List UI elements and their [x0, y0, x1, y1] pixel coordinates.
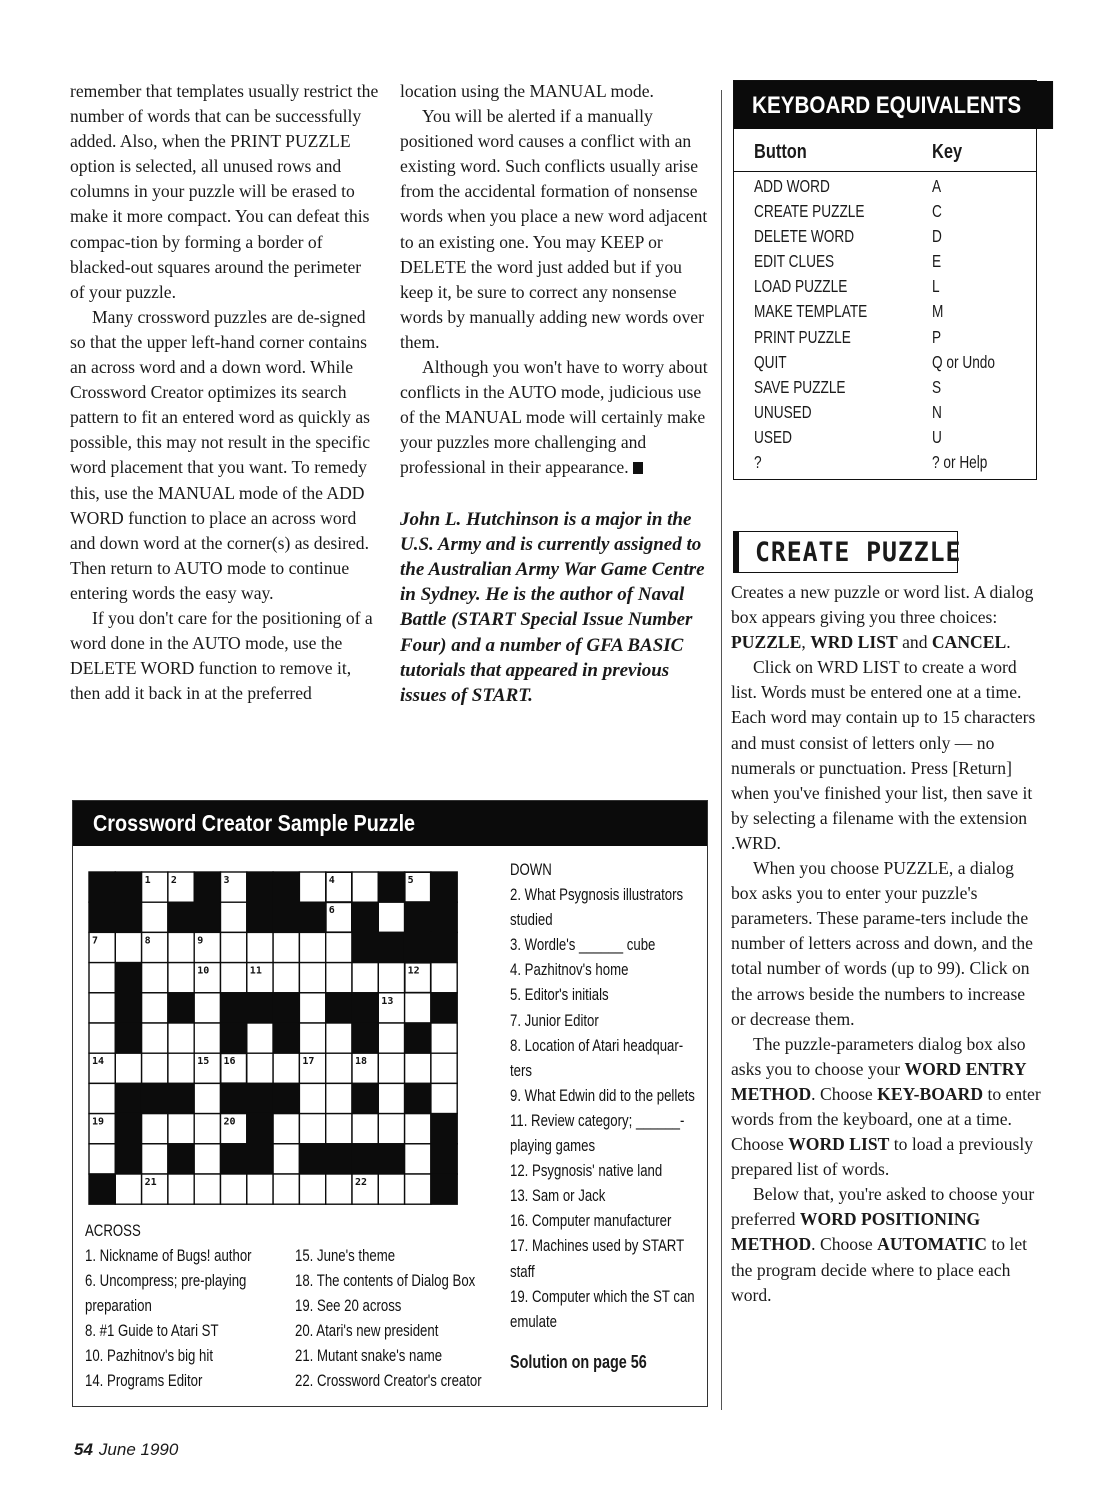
bold-text: WORD LIST: [788, 1134, 890, 1155]
text: ,: [801, 632, 811, 653]
down-clue: 16. Computer manufacturer: [510, 1212, 672, 1231]
grid-cell-white: [299, 993, 325, 1023]
grid-cell-black: [431, 1174, 457, 1204]
grid-cell-white: [299, 932, 325, 962]
across-clue: 19. See 20 across: [295, 1297, 402, 1316]
grid-cell-white: [326, 963, 352, 993]
text: .: [1006, 632, 1011, 653]
keyboard-table-row: [734, 375, 1036, 400]
bold-text: KEY-BOARD: [877, 1083, 984, 1104]
grid-cell-black: [115, 872, 141, 902]
grid-cell-white: [221, 963, 247, 993]
grid-cell-black: [194, 902, 220, 932]
across-clue: 6. Uncompress; pre-playing: [85, 1272, 247, 1291]
paragraph: Many crossword puzzles are de-signed so that the upper left-hand corner contains an across word and a down word. While Crossword Creator optimizes its search pattern to fit an entered word as quickly as possible, this may not result in the specific word placement that you want. To remedy this, use the MANUAL mode of the ADD WORD function to place an across word and down word at the corner(s) as desired. Then return to AUTO mode to continue entering words the easy way.: [70, 306, 371, 603]
keyboard-equivalents-title: KEYBOARD EQUIVALENTS: [734, 81, 1053, 129]
bold-text: CANCEL: [931, 632, 1007, 653]
grid-cell-black: [326, 993, 352, 1023]
grid-cell-black: [247, 1144, 273, 1174]
grid-cell-white: [378, 902, 404, 932]
down-clue: 2. What Psygnosis illustrators: [510, 886, 684, 905]
grid-number: 12: [407, 965, 420, 977]
grid-cell-black: [247, 993, 273, 1023]
grid-number: 19: [92, 1116, 105, 1128]
grid-cell-white: [247, 1023, 273, 1053]
paragraph: When you choose PUZZLE, a dialog box asks you to enter your puzzle's parameters. These parame-ters include the number of letters across and down, and the total number of words (up to 99). Click on the arrows beside the numbers to increase or decrease them.: [731, 858, 1033, 1029]
key-name: S: [932, 376, 942, 397]
key-name: D: [932, 226, 942, 247]
button-name: QUIT: [754, 351, 787, 372]
down-clue: playing games: [510, 1137, 596, 1156]
key-name: C: [932, 201, 942, 222]
grid-cell-black: [247, 872, 273, 902]
button-name: ?: [754, 452, 762, 473]
grid-cell-white: [142, 993, 168, 1023]
grid-cell-black: [89, 1174, 115, 1204]
grid-cell-white: [247, 1174, 273, 1204]
down-clue: staff: [510, 1262, 535, 1281]
grid-cell-white: [89, 993, 115, 1023]
down-clue: 3. Wordle's ______ cube: [510, 936, 656, 955]
end-mark-icon: [633, 462, 643, 474]
grid-cell-black: [273, 872, 299, 902]
text: The puzzle-parameters dialog box also asks you to choose your: [731, 1033, 1026, 1079]
column-header-button: Button: [754, 141, 807, 163]
button-name: PRINT PUZZLE: [754, 326, 851, 347]
grid-number: 10: [197, 965, 210, 977]
grid-number: 15: [197, 1056, 210, 1068]
grid-cell-white: [405, 993, 431, 1023]
grid-cell-black: [405, 902, 431, 932]
down-clue: 12. Psygnosis' native land: [510, 1162, 663, 1181]
grid-cell-white: [273, 1053, 299, 1083]
key-name: N: [932, 401, 942, 422]
grid-number: 2: [170, 875, 177, 886]
keyboard-table-header: [734, 133, 1036, 172]
down-clue: 4. Pazhitnov's home: [510, 961, 629, 980]
key-name: M: [932, 301, 944, 322]
grid-number: 4: [328, 875, 335, 886]
grid-cell-black: [405, 1083, 431, 1113]
issue-date: June 1990: [98, 1440, 179, 1459]
grid-cell-black: [405, 1023, 431, 1053]
grid-cell-black: [168, 1083, 194, 1113]
button-name: CREATE PUZZLE: [754, 201, 865, 222]
button-name: ADD WORD: [754, 176, 830, 196]
grid-number: 6: [328, 905, 335, 917]
grid-cell-white: [431, 1053, 457, 1083]
grid-cell-black: [431, 872, 457, 902]
button-name: DELETE WORD: [754, 226, 855, 247]
grid-cell-white: [194, 1174, 220, 1204]
button-name: MAKE TEMPLATE: [754, 301, 868, 322]
down-clue: DOWN: [510, 861, 552, 879]
sample-puzzle-title: [73, 801, 707, 846]
grid-number: 21: [144, 1177, 157, 1188]
grid-cell-white: [378, 1114, 404, 1144]
grid-cell-white: [115, 1053, 141, 1083]
bold-text: WRD LIST: [810, 632, 898, 653]
across-clue: 1. Nickname of Bugs! author: [85, 1247, 252, 1265]
grid-cell-black: [115, 993, 141, 1023]
grid-cell-white: [194, 1023, 220, 1053]
grid-cell-black: [273, 1083, 299, 1113]
keyboard-table-row: [734, 249, 1036, 274]
bold-text: WORD ENTRY METHOD: [731, 1058, 1026, 1104]
grid-cell-black: [273, 902, 299, 932]
grid-cell-black: [273, 993, 299, 1023]
keyboard-table-row: [734, 350, 1036, 375]
down-clue: 13. Sam or Jack: [510, 1187, 606, 1206]
down-clue: 17. Machines used by START: [510, 1237, 685, 1256]
grid-cell-white: [168, 963, 194, 993]
across-clue: 20. Atari's new president: [295, 1322, 439, 1341]
grid-cell-white: [378, 1053, 404, 1083]
grid-cell-white: [168, 1114, 194, 1144]
grid-cell-white: [194, 1083, 220, 1113]
grid-cell-black: [352, 1083, 378, 1113]
paragraph: [731, 580, 1041, 655]
keyboard-table-row: [734, 174, 1036, 199]
grid-cell-white: [326, 1083, 352, 1113]
grid-cell-black: [115, 1023, 141, 1053]
bold-text: PUZZLE: [731, 632, 802, 653]
grid-number: 14: [92, 1056, 105, 1068]
across-clue: 15. June's theme: [295, 1247, 396, 1265]
key-name: L: [932, 276, 940, 297]
grid-cell-white: [273, 1174, 299, 1204]
down-clue: ters: [510, 1061, 533, 1080]
grid-cell-white: [273, 1144, 299, 1174]
grid-number: 11: [249, 965, 262, 977]
keyboard-table-row: [734, 224, 1036, 249]
text: . Choose: [811, 1234, 878, 1255]
button-name: USED: [754, 426, 792, 447]
grid-cell-black: [115, 1083, 141, 1113]
keyboard-table-row: [734, 325, 1036, 350]
text: . Choose: [811, 1083, 878, 1104]
grid-number: 13: [381, 995, 394, 1007]
grid-cell-white: [299, 1023, 325, 1053]
down-clue: 5. Editor's initials: [510, 986, 609, 1005]
grid-cell-white: [405, 1053, 431, 1083]
across-clue: preparation: [85, 1297, 152, 1316]
grid-cell-white: [168, 1023, 194, 1053]
grid-cell-black: [378, 932, 404, 962]
page-folio: [74, 1440, 178, 1460]
grid-cell-black: [431, 1114, 457, 1144]
key-name: ? or Help: [932, 452, 988, 473]
key-name: P: [932, 326, 942, 347]
column-header-key: Key: [932, 141, 963, 163]
keyboard-table-row: [734, 199, 1036, 224]
grid-number: 5: [407, 875, 414, 886]
grid-number: 7: [92, 935, 99, 947]
across-heading-text: ACROSS: [85, 1222, 141, 1240]
grid-cell-black: [352, 1023, 378, 1053]
article-column-2: [400, 79, 712, 708]
paragraph: Click on WRD LIST to create a word list. Words must be entered one at a time. Each word may contain up to 15 characters and must consist of letters only — no numerals or punctuation. Press [Return] when you've finished your list, then save it by selecting a filename with the extension .WRD.: [731, 657, 1036, 853]
grid-cell-black: [115, 1114, 141, 1144]
paragraph: You will be alerted if a manually positioned word causes a conflict with an existing word. Such conflicts usually arise from the accidental formation of nonsense words when you place a new word adjacent to an existing one. You may KEEP or DELETE the word just added but if you keep it, be sure to correct any nonsense words by manually adding new words over them.: [400, 106, 708, 352]
grid-cell-black: [115, 902, 141, 932]
across-clue: 22. Crossword Creator's creator: [295, 1372, 482, 1391]
key-name: E: [932, 251, 942, 272]
grid-cell-black: [247, 1114, 273, 1144]
section-heading: CREATE PUZZLE: [755, 537, 962, 568]
grid-cell-white: [299, 963, 325, 993]
article-column-1: [70, 79, 380, 706]
down-clue: 9. What Edwin did to the pellets: [510, 1086, 695, 1105]
grid-cell-black: [273, 1023, 299, 1053]
grid-cell-white: [299, 1174, 325, 1204]
grid-cell-black: [194, 872, 220, 902]
grid-cell-black: [352, 1144, 378, 1174]
text: Below that, you're asked to choose your preferred: [731, 1184, 1035, 1230]
grid-cell-white: [273, 932, 299, 962]
grid-cell-black: [431, 993, 457, 1023]
grid-cell-white: [352, 963, 378, 993]
grid-cell-white: [89, 1083, 115, 1113]
grid-cell-black: [115, 1144, 141, 1174]
grid-cell-white: [89, 963, 115, 993]
key-name: U: [932, 426, 942, 447]
grid-cell-black: [378, 1144, 404, 1174]
across-clue: 18. The contents of Dialog Box: [295, 1272, 476, 1291]
grid-cell-black: [405, 932, 431, 962]
grid-cell-white: [168, 932, 194, 962]
paragraph: [400, 355, 712, 480]
grid-number: 17: [302, 1056, 315, 1068]
grid-cell-white: [142, 902, 168, 932]
keyboard-table-body: [734, 174, 1036, 475]
grid-cell-black: [142, 1083, 168, 1113]
across-clue: 10. Pazhitnov's big hit: [85, 1347, 213, 1366]
author-bio: John L. Hutchinson is a major in the U.S. Army and is currently assigned to the Australian Army War Game Centre in Sydney. He is the author of Naval Battle (START Special Issue Number Four) and a number of GFA BASIC tutorials that appeared in previous issues of START.: [400, 508, 705, 706]
keyboard-equivalents-box: [733, 80, 1037, 480]
grid-cell-black: [299, 902, 325, 932]
grid-number: 16: [223, 1056, 236, 1068]
grid-cell-white: [326, 932, 352, 962]
grid-cell-white: [378, 963, 404, 993]
grid-cell-white: [221, 932, 247, 962]
grid-cell-white: [326, 1023, 352, 1053]
across-clue: 14. Programs Editor: [85, 1372, 203, 1391]
grid-cell-white: [115, 932, 141, 962]
grid-cell-white: [431, 1083, 457, 1113]
key-name: Q or Undo: [932, 351, 995, 372]
paragraph: location using the MANUAL mode.: [400, 81, 654, 101]
across-heading: [85, 1219, 155, 1244]
grid-cell-black: [221, 1023, 247, 1053]
grid-cell-white: [273, 1114, 299, 1144]
grid-cell-white: [168, 1053, 194, 1083]
text: to load a previously prepared list of words.: [731, 1134, 1034, 1180]
grid-cell-black: [89, 872, 115, 902]
down-clue: studied: [510, 911, 553, 930]
down-clue: 19. Computer which the ST can: [510, 1287, 695, 1306]
grid-cell-white: [378, 1083, 404, 1113]
crossword-grid: [88, 871, 458, 1207]
grid-cell-white: [326, 1053, 352, 1083]
grid-cell-white: [431, 963, 457, 993]
grid-cell-white: [89, 1023, 115, 1053]
grid-cell-black: [168, 993, 194, 1023]
solution-note: [510, 1352, 681, 1373]
article-column-3: [731, 580, 1041, 1308]
grid-cell-white: [247, 1053, 273, 1083]
grid-cell-white: [221, 1174, 247, 1204]
grid-cell-white: [273, 963, 299, 993]
grid-cell-black: [352, 932, 378, 962]
grid-number: 1: [144, 875, 151, 886]
button-name: LOAD PUZZLE: [754, 276, 848, 297]
grid-number: 3: [223, 875, 230, 886]
grid-cell-white: [142, 1114, 168, 1144]
grid-number: 9: [197, 935, 204, 947]
grid-cell-white: [405, 1174, 431, 1204]
grid-cell-white: [352, 872, 378, 902]
grid-cell-white: [142, 1053, 168, 1083]
keyboard-table-row: [734, 299, 1036, 324]
grid-cell-white: [89, 1144, 115, 1174]
grid-cell-black: [221, 993, 247, 1023]
text: and: [897, 632, 932, 653]
grid-cell-black: [431, 932, 457, 962]
grid-cell-black: [168, 1144, 194, 1174]
grid-cell-white: [431, 1023, 457, 1053]
text: to enter words from the keyboard, one at a time. Choose: [731, 1083, 1041, 1155]
down-clues: [510, 858, 710, 1335]
grid-cell-black: [431, 902, 457, 932]
grid-cell-white: [378, 1174, 404, 1204]
sample-puzzle-title-text: Crossword Creator Sample Puzzle: [93, 810, 416, 836]
grid-cell-black: [326, 1144, 352, 1174]
grid-cell-white: [115, 1174, 141, 1204]
keyboard-table-row: [734, 400, 1036, 425]
grid-number: 8: [144, 935, 151, 947]
grid-cell-white: [326, 1174, 352, 1204]
grid-number: 20: [223, 1116, 236, 1128]
grid-cell-white: [378, 1023, 404, 1053]
keyboard-table-row: [734, 425, 1036, 450]
grid-cell-black: [115, 963, 141, 993]
column-divider: [721, 90, 722, 1410]
across-clue: 8. #1 Guide to Atari ST: [85, 1322, 219, 1341]
button-name: SAVE PUZZLE: [754, 376, 846, 397]
paragraph: If you don't care for the positioning of a word done in the AUTO mode, use the DELETE WORD function to remove it, then add it back in at the preferred: [70, 607, 373, 704]
key-name: A: [932, 176, 942, 196]
grid-cell-white: [194, 1144, 220, 1174]
grid-cell-black: [299, 1144, 325, 1174]
down-clue: 7. Junior Editor: [510, 1011, 599, 1030]
sample-puzzle-box: [72, 800, 708, 1407]
grid-cell-white: [194, 993, 220, 1023]
grid-cell-black: [168, 902, 194, 932]
bold-text: AUTOMATIC: [877, 1234, 987, 1255]
grid-cell-white: [405, 1144, 431, 1174]
section-heading-box: [733, 531, 962, 573]
down-clue: emulate: [510, 1312, 557, 1331]
grid-cell-black: [352, 902, 378, 932]
grid-cell-black: [247, 1083, 273, 1113]
grid-cell-white: [405, 1114, 431, 1144]
grid-cell-white: [194, 1114, 220, 1144]
button-name: UNUSED: [754, 401, 812, 422]
grid-cell-white: [142, 1144, 168, 1174]
text: to let the program decide where to place each word.: [731, 1234, 1028, 1305]
grid-cell-black: [431, 1144, 457, 1174]
grid-cell-white: [142, 963, 168, 993]
grid-cell-white: [352, 1114, 378, 1144]
grid-cell-white: [142, 1023, 168, 1053]
solution-note-text: Solution on page 56: [510, 1352, 647, 1372]
across-clue: 21. Mutant snake's name: [295, 1347, 443, 1366]
grid-cell-white: [299, 872, 325, 902]
grid-cell-black: [352, 993, 378, 1023]
paragraph: [731, 1032, 1041, 1183]
grid-cell-black: [221, 1144, 247, 1174]
grid-cell-white: [168, 1174, 194, 1204]
paragraph: remember that templates usually restrict the number of words that can be successfully added. Also, when the PRINT PUZZLE option is selected, all unused rows and columns in your puzzle will be erased to make it more compact. You can defeat this compac-tion by forming a border of blacked-out squares around the perimeter of your puzzle.: [70, 81, 379, 302]
keyboard-table-row: [734, 274, 1036, 299]
text: Creates a new puzzle or word list. A dialog box appears giving you three choices:: [731, 582, 1034, 628]
grid-cell-white: [299, 1114, 325, 1144]
keyboard-table-row: [734, 450, 1036, 475]
button-name: EDIT CLUES: [754, 251, 835, 272]
page-number: 54: [74, 1440, 93, 1459]
grid-cell-black: [247, 902, 273, 932]
grid-number: 22: [355, 1177, 368, 1188]
paragraph: [731, 1182, 1041, 1307]
grid-cell-black: [221, 1083, 247, 1113]
grid-cell-white: [247, 932, 273, 962]
paragraph-text: Although you won't have to worry about conflicts in the AUTO mode, judicious use of the MANUAL mode will certainly make your puzzles more challenging and professional in their appearance.: [400, 357, 708, 478]
grid-cell-white: [299, 1083, 325, 1113]
bold-text: WORD POSITIONING METHOD: [731, 1209, 981, 1255]
down-clue: 8. Location of Atari headquar-: [510, 1036, 684, 1055]
grid-number: 18: [355, 1056, 368, 1068]
grid-cell-white: [221, 902, 247, 932]
down-clue: 11. Review category; ______-: [510, 1111, 685, 1130]
grid-cell-white: [326, 1114, 352, 1144]
grid-cell-black: [89, 902, 115, 932]
grid-cell-black: [378, 872, 404, 902]
